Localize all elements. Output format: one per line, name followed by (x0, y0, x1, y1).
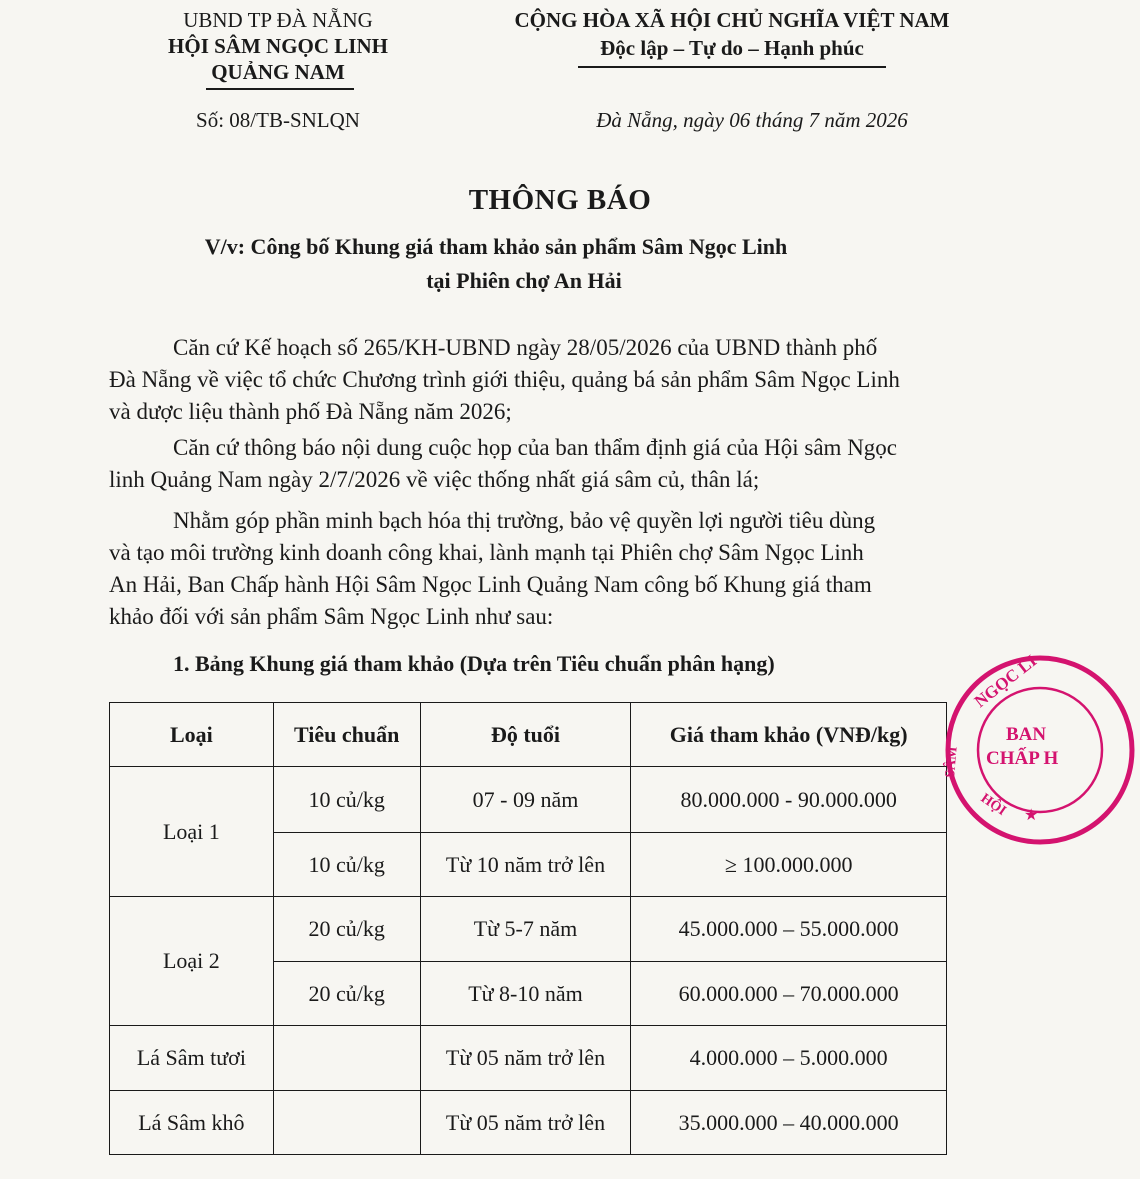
subtitle-line-2: tại Phiên chợ An Hải (426, 268, 622, 293)
seal-star-icon: ★ (1024, 805, 1039, 824)
cell-tieu-chuan: 20 củ/kg (273, 897, 420, 962)
header-gia: Giá tham khảo (VNĐ/kg) (631, 703, 947, 767)
seal-text-bottom: HỘI (977, 790, 1009, 819)
cell-do-tuoi: Từ 5-7 năm (420, 897, 631, 962)
cell-do-tuoi: Từ 05 năm trở lên (420, 1091, 631, 1155)
document-number: Số: 08/TB-SNLQN (196, 108, 360, 132)
cell-do-tuoi: Từ 10 năm trở lên (420, 833, 631, 897)
cell-do-tuoi: Từ 8-10 năm (420, 962, 631, 1026)
table-header-row (110, 703, 947, 767)
motto-underline (578, 66, 886, 68)
cell-tieu-chuan (273, 1091, 420, 1155)
paragraph-1-line-2: Đà Nẵng về việc tổ chức Chương trình giới thiệu, quảng bá sản phẩm Sâm Ngọc Linh (109, 367, 900, 392)
paragraph-1-line-1: Căn cứ Kế hoạch số 265/KH-UBND ngày 28/05/2026 của UBND thành phố (173, 335, 878, 360)
section-1-heading: 1. Bảng Khung giá tham khảo (Dựa trên Tiêu chuẩn phân hạng) (173, 651, 775, 676)
subtitle-line-1: V/v: Công bố Khung giá tham khảo sản phẩm Sâm Ngọc Linh (204, 234, 788, 259)
cell-gia: 45.000.000 – 55.000.000 (631, 897, 947, 962)
header-tieu-chuan: Tiêu chuẩn (273, 703, 420, 767)
cell-loai: Lá Sâm khô (110, 1091, 274, 1155)
seal-text-top: NGỌC LI (970, 651, 1041, 712)
paragraph-1-line-3: và dược liệu thành phố Đà Nẵng năm 2026; (109, 399, 512, 424)
issuer-province: QUẢNG NAM (211, 60, 345, 84)
cell-gia: 35.000.000 – 40.000.000 (631, 1091, 947, 1155)
cell-gia: 4.000.000 – 5.000.000 (631, 1026, 947, 1091)
cell-gia: 80.000.000 - 90.000.000 (631, 767, 947, 833)
national-motto: Độc lập – Tự do – Hạnh phúc (600, 36, 864, 60)
table-row (110, 767, 947, 833)
cell-loai: Lá Sâm tươi (110, 1026, 274, 1091)
cell-do-tuoi: Từ 05 năm trở lên (420, 1026, 631, 1091)
document-date: Đà Nẵng, ngày 06 tháng 7 năm 2026 (596, 108, 908, 132)
table-row (110, 1026, 947, 1091)
national-title: CỘNG HÒA XÃ HỘI CHỦ NGHĨA VIỆT NAM (514, 8, 950, 32)
cell-gia: ≥ 100.000.000 (631, 833, 947, 897)
paragraph-2-line-1: Căn cứ thông báo nội dung cuộc họp của ban thẩm định giá của Hội sâm Ngọc (173, 435, 898, 460)
issuer-name: HỘI SÂM NGỌC LINH (168, 34, 388, 58)
issuer-underline (206, 88, 354, 90)
seal-center-line-2: CHẤP H (986, 748, 1059, 769)
document-title: THÔNG BÁO (468, 184, 652, 216)
issuer-parent: UBND TP ĐÀ NẴNG (183, 8, 373, 32)
cell-tieu-chuan: 20 củ/kg (273, 962, 420, 1026)
header-do-tuoi: Độ tuổi (420, 703, 631, 767)
cell-tieu-chuan (273, 1026, 420, 1091)
paragraph-3-line-4: khảo đối với sản phẩm Sâm Ngọc Linh như sau: (109, 604, 554, 629)
paragraph-3-line-2: và tạo môi trường kinh doanh công khai, lành mạnh tại Phiên chợ Sâm Ngọc Linh (109, 540, 864, 565)
seal-center-line-1: BAN (1006, 724, 1047, 745)
cell-loai: Loại 2 (110, 897, 274, 1026)
cell-do-tuoi: 07 - 09 năm (420, 767, 631, 833)
paragraph-3-line-3: An Hải, Ban Chấp hành Hội Sâm Ngọc Linh Quảng Nam công bố Khung giá tham (109, 572, 872, 597)
cell-tieu-chuan: 10 củ/kg (273, 767, 420, 833)
cell-gia: 60.000.000 – 70.000.000 (631, 962, 947, 1026)
header-loai: Loại (110, 703, 274, 767)
price-table (109, 702, 947, 1155)
cell-tieu-chuan: 10 củ/kg (273, 833, 420, 897)
seal-text-left: SÂM (943, 746, 961, 779)
table-row (110, 897, 947, 962)
cell-loai: Loại 1 (110, 767, 274, 897)
paragraph-3-line-1: Nhằm góp phần minh bạch hóa thị trường, bảo vệ quyền lợi người tiêu dùng (173, 508, 876, 533)
paragraph-2-line-2: linh Quảng Nam ngày 2/7/2026 về việc thống nhất giá sâm củ, thân lá; (109, 467, 760, 492)
official-seal (940, 650, 1140, 850)
table-row (110, 1091, 947, 1155)
